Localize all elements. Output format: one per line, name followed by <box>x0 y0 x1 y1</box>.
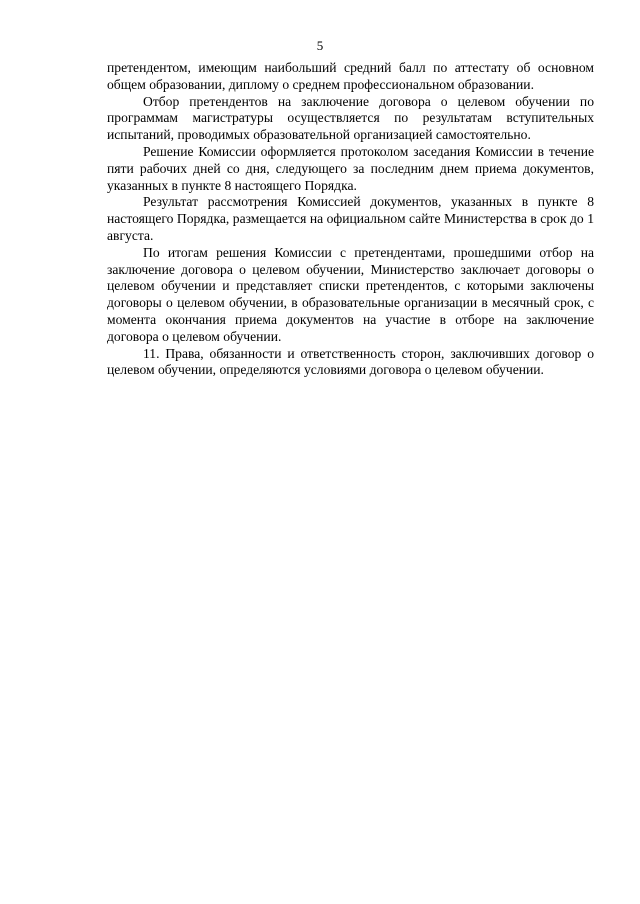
paragraph-contract-conclusion: По итогам решения Комиссии с претендентами, прошедшими отбор на заключение договора о целевом обучении, Министерство заключает договоры о целевом обучении и представляет списки претендентов, с которыми заключены договоры о целевом обучении, в образовательные организации в месячный срок, с момента окончания приема документов на участие в отборе на заключение договора о целевом обучении. <box>107 244 594 344</box>
paragraph-masters-selection: Отбор претендентов на заключение договора о целевом обучении по программам магистратуры осуществляется по результатам вступительных испытаний, проводимых образовательной организацией самостоятельно. <box>107 93 594 143</box>
paragraph-continuation: претендентом, имеющим наибольший средний балл по аттестату об основном общем образовании, диплому о среднем профессиональном образовании. <box>107 60 594 92</box>
document-body <box>107 60 594 379</box>
paragraph-item-11: 11. Права, обязанности и ответственность сторон, заключивших договор о целевом обучении, определяются условиями договора о целевом обучении. <box>107 345 594 378</box>
page-number: 5 <box>316 38 324 53</box>
paragraph-commission-decision: Решение Комиссии оформляется протоколом заседания Комиссии в течение пяти рабочих дней со дня, следующего за последним днем приема документов, указанных в пункте 8 настоящего Порядка. <box>107 143 594 193</box>
paragraph-review-result: Результат рассмотрения Комиссией документов, указанных в пункте 8 настоящего Порядка, размещается на официальном сайте Министерства в срок до 1 августа. <box>107 194 594 243</box>
